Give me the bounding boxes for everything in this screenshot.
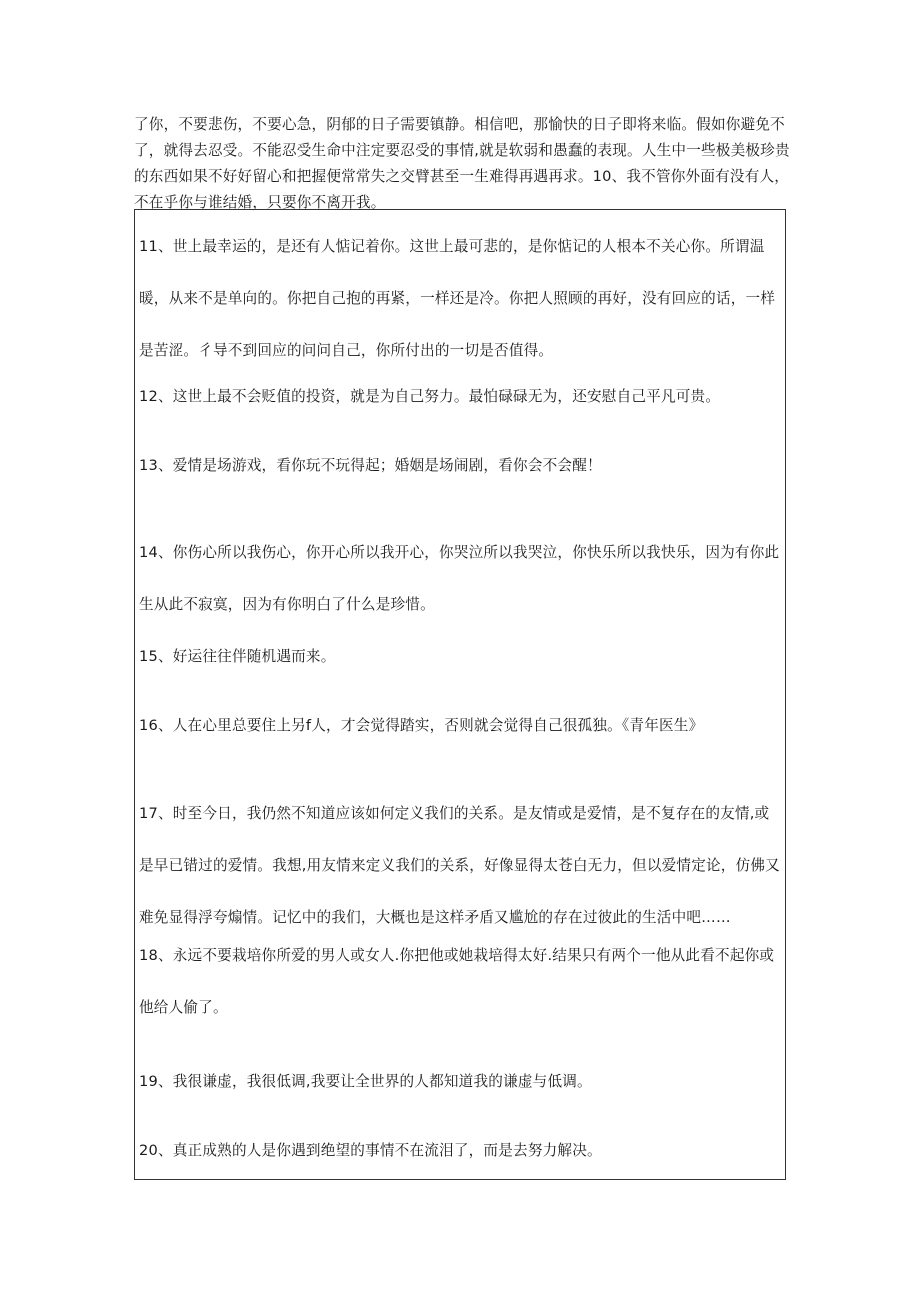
quote-17: 17、时至今日，我仍然不知道应该如何定义我们的关系。是友情或是爱情，是不复存在的友情,或是早已错过的爱情。我想,用友情来定义我们的关系，好像显得太苍白无力，但以爱情定论，仿佛又难免显得浮夸煽情。记忆中的我们，大概也是这样矛盾又尴尬的存在过彼此的生活中吧…… xyxy=(139,805,780,926)
quote-13: 13、爱情是场游戏，看你玩不玩得起；婚姻是场闹剧，看你会不会醒！ xyxy=(139,457,602,474)
quote-11: 11、世上最幸运的，是还有人惦记着你。这世上最可悲的，是你惦记的人根本不关心你。所谓温暖，从来不是单向的。你把自己抱的再紧，一样还是冷。你把人照顾的再好，没有回应的话，一样是苦涩。彳导不到回应的问问自己，你所付出的一切是否值得。 xyxy=(139,238,776,359)
quote-19: 19、我很谦虚，我很低调,我要让全世界的人都知道我的谦虚与低调。 xyxy=(139,1073,592,1090)
quotes-box xyxy=(134,209,786,1180)
quote-15: 15、好运往往伴随机遇而来。 xyxy=(139,648,336,665)
quote-18: 18、永远不要栽培你所爱的男人或女人.你把他或她栽培得太好.结果只有两个一他从此看不起你或他给人偷了。 xyxy=(139,947,775,1016)
intro-paragraph: 了你，不要悲伤，不要心急，阴郁的日子需要镇静。相信吧，那愉快的日子即将来临。假如你避免不了，就得去忍受。不能忍受生命中注定要忍受的事情,就是软弱和愚蠢的表现。人生中一些极美极珍贵的东西如果不好好留心和把握便常常失之交臂甚至一生难得再遇再求。10、我不管你外面有没有人，不在乎你与谁结婚，只要你不离开我。 xyxy=(134,116,790,211)
quote-12: 12、这世上最不会贬值的投资，就是为自己努力。最怕碌碌无为，还安慰自己平凡可贵。 xyxy=(139,388,721,405)
quote-14: 14、你伤心所以我伤心，你开心所以我开心，你哭泣所以我哭泣，你快乐所以我快乐，因为有你此生从此不寂寞，因为有你明白了什么是珍惜。 xyxy=(139,544,780,613)
quote-20: 20、真正成熟的人是你遇到绝望的事情不在流泪了，而是去努力解决。 xyxy=(139,1142,602,1159)
quote-16: 16、人在心里总要住上另f人，才会觉得踏实，否则就会觉得自己很孤独。《青年医生》 xyxy=(139,717,704,734)
